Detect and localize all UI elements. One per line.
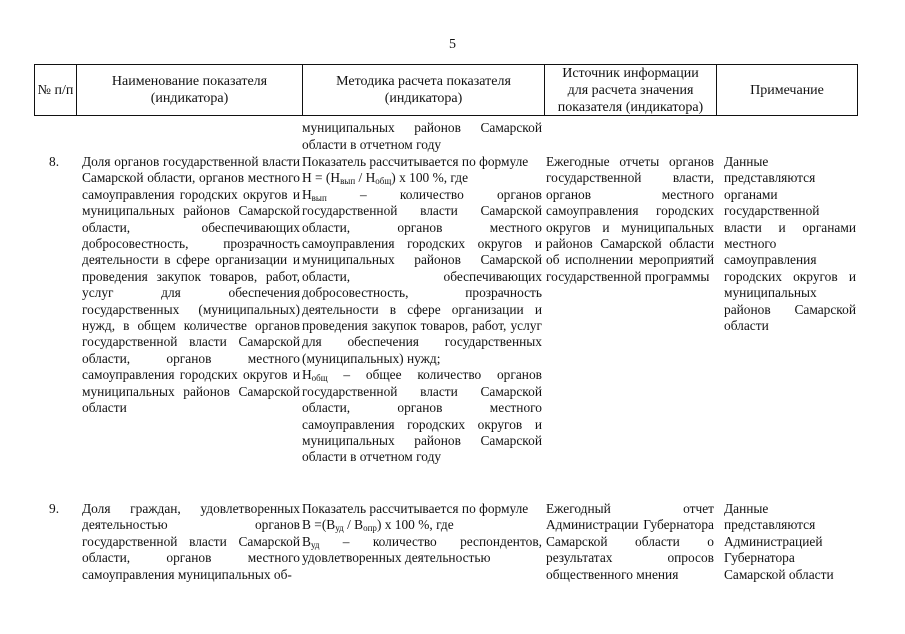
table-header [34,64,858,116]
indicator-name: Доля органов государственной власти Самарской области, органов местного самоуправления городских округов и муниципальных районов Самарской области, обеспечивающих добросовестность, прозрачность деятельности в сфере организации и проведения закупок товаров, работ, услуг для обеспечения государственных (муниципальных) нужд, в общем количестве органов государственной власти Самарской области, органов местного самоуправления городских округов и муниципальных районов Самарской области [82,154,300,416]
method-continuation: муниципальных районов Самарской области в отчетном году [302,120,542,152]
header-name: Наименование показателя (индикатора) [77,65,303,115]
information-source: Ежегодный отчет Администрации Губернатора Самарской области о результатах опросов общественного мнения [546,501,714,582]
row-number: 8. [49,154,60,169]
header-note: Примечание [750,82,824,98]
method-formula: $Н = (Н_{вып} / Н_{общ})$ х 100 %, где [302,170,469,187]
method-intro: Показатель рассчитывается по формуле [302,154,529,169]
row-note: Данные представляются Администрацией Губернатора Самарской области [724,501,834,582]
page-number: 5 [449,37,456,52]
method-intro: Показатель рассчитывается по формуле [302,501,529,516]
method-formula: $В =(В_{уд} / В_{опр})$ х 100 %, где [302,517,454,534]
header-method: Методика расчета показателя (индикатора) [303,65,545,115]
indicator-name: Доля граждан, удовлетворенных деятельностью органов государственной власти Самарской области, органов местного самоуправления муниципальных об- [82,501,300,582]
method-numerator: $В_{уд}$ – количество респондентов, удовлетворенных деятельностью [302,533,542,566]
information-source: Ежегодные отчеты органов государственной власти, органов местного самоуправления городских округов и муниципальных районов Самарской области об исполнении мероприятий государственной программы [546,154,714,284]
method-numerator: $Н_{вып}$ – количество органов государственной власти Самарской области, органов местного самоуправления городских округов и муниципальных районов Самарской области, обеспечивающих добросовестность, прозрачность деятельности в сфере организации и проведения закупок товаров, работ, услуг для обеспечения государственных (муниципальных) нужд; [302,186,542,366]
calculation-method [302,154,542,466]
method-denominator: $Н_{общ}$ – общее количество органов государственной власти Самарской области, органов местного самоуправления городских округов и муниципальных районов Самарской области в отчетном году [302,367,542,465]
header-num: № п/п [35,65,77,115]
calculation-method [302,501,542,567]
indicator-table [34,64,858,582]
row-number: 9. [49,501,60,516]
header-source: Источник информации для расчета значения показателя (индикатора) [545,65,717,115]
row-note: Данные представляются органами государственной власти и органами местного самоуправления городских округов и муниципальных районов Самарской области [724,154,856,334]
